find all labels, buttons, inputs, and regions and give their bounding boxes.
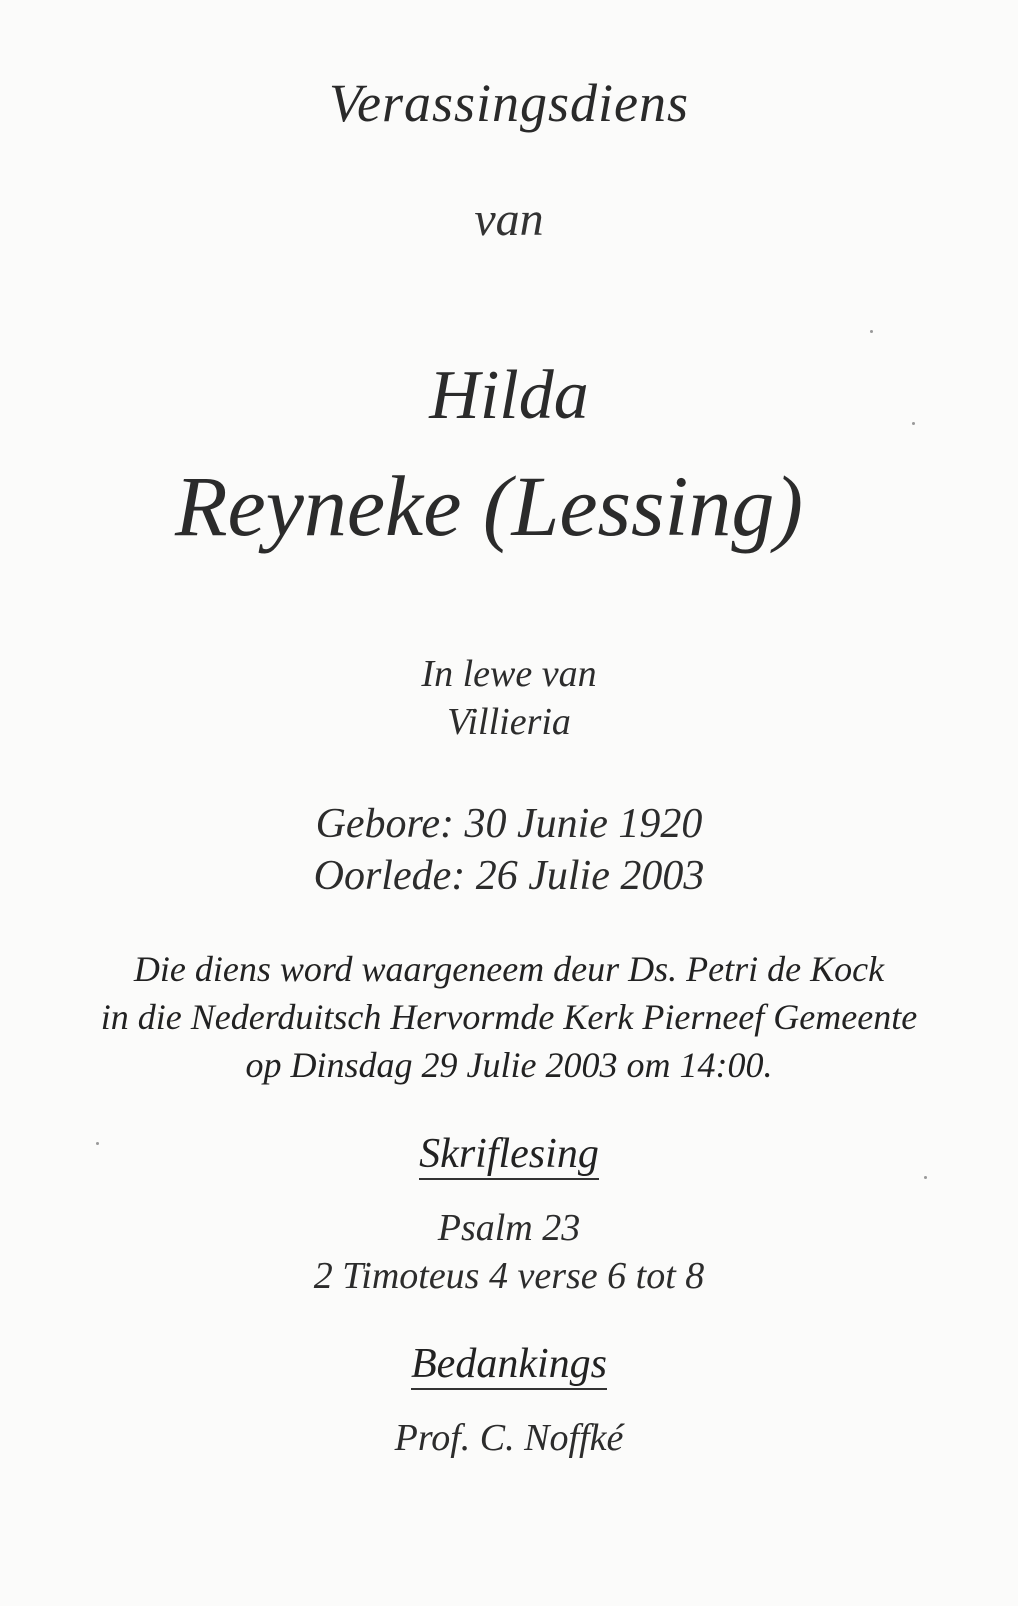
paper-speck — [96, 1142, 99, 1145]
paper-speck — [924, 1176, 927, 1179]
service-line: in die Nederduitsch Hervormde Kerk Pierneef Gemeente — [100, 997, 918, 1037]
thanks-heading — [0, 1340, 1018, 1388]
scripture-heading — [0, 1130, 1018, 1178]
deceased-surname: Reyneke (Lessing) — [175, 458, 803, 554]
card-title: Verassingsdiens — [328, 73, 689, 133]
scripture-heading-text: Skriflesing — [419, 1131, 599, 1180]
van-label: van — [474, 193, 544, 246]
paper-speck — [870, 330, 873, 333]
deceased-first-name: Hilda — [429, 357, 589, 434]
paper-speck — [912, 422, 915, 425]
thanks-name: Prof. C. Noffké — [394, 1417, 624, 1459]
scripture-reading: 2 Timoteus 4 verse 6 tot 8 — [313, 1255, 705, 1297]
service-line: op Dinsdag 29 Julie 2003 om 14:00. — [245, 1045, 773, 1085]
service-line: Die diens word waargeneem deur Ds. Petri de Kock — [133, 949, 885, 989]
residence-place: Villieria — [447, 701, 571, 743]
birth-date: Gebore: 30 Junie 1920 — [315, 801, 703, 847]
thanks-heading-text: Bedankings — [411, 1341, 607, 1390]
scripture-reading: Psalm 23 — [437, 1207, 581, 1249]
death-date: Oorlede: 26 Julie 2003 — [313, 853, 705, 899]
in-lewe-van-label: In lewe van — [421, 653, 597, 695]
